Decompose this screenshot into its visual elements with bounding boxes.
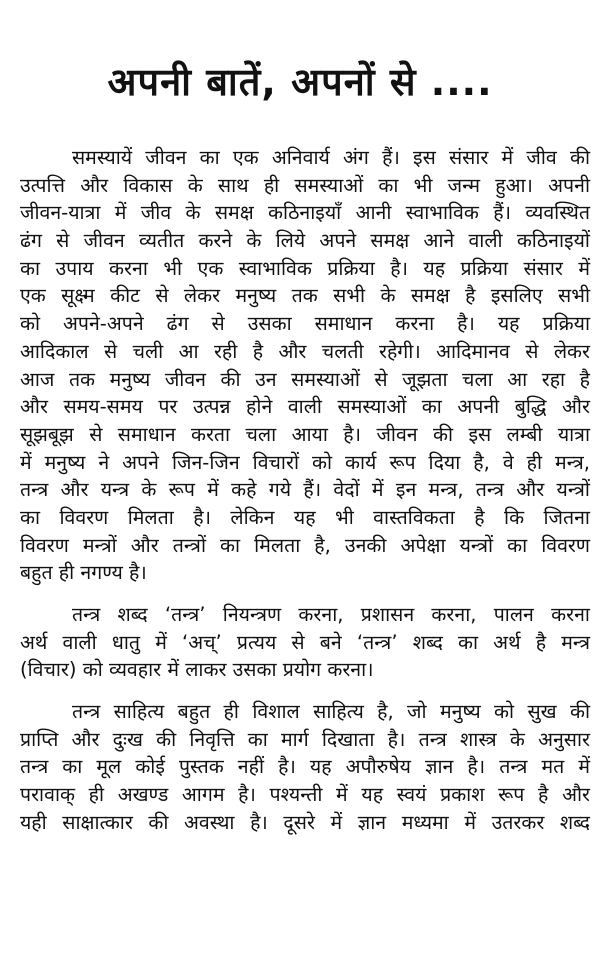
- paragraph: [20, 601, 590, 684]
- text-line: को अपने-अपने ढंग से उसका समाधान करना है। यह प्रक्रिया: [20, 312, 590, 336]
- text-line: ढंग से जीवन व्यतीत करने के लिये अपने समक्ष आने वाली कठिनाइयों: [20, 229, 590, 253]
- text-line: सूझबूझ से समाधान करता चला आया है। जीवन की इस लम्बी यात्रा: [20, 422, 590, 446]
- text-line: तन्त्र साहित्य बहुत ही विशाल साहित्य है, जो मनुष्य को सुख की: [72, 700, 590, 724]
- text-line: आदिकाल से चली आ रही है और चलती रहेगी। आदिमानव से लेकर: [20, 339, 590, 363]
- text-line: का विवरण मिलता है। लेकिन यह भी वास्तविकता है कि जितना: [20, 505, 590, 529]
- text-line: परावाक् ही अखण्ड आगम है। पश्यन्ती में यह स्वयं प्रकाश रूप है और: [20, 783, 590, 807]
- text-line: समस्यायें जीवन का एक अनिवार्य अंग हैं। इस संसार में जीव की: [72, 146, 590, 169]
- text-line: विवरण मन्त्रों और तन्त्रों का मिलता है, उनकी अपेक्षा यन्त्रों का विवरण: [20, 533, 590, 557]
- text-line: अर्थ वाली धातु में ‘अच्’ प्रत्यय से बने ‘तन्त्र’ शब्द का अर्थ है मन्त्र: [20, 630, 590, 654]
- text-line: बहुत ही नगण्य है।: [20, 561, 147, 585]
- text-line: तन्त्र का मूल कोई पुस्तक नहीं है। यह अपौरुषेय ज्ञान है। तन्त्र मत में: [20, 755, 590, 779]
- text-line: प्राप्ति और दुःख की निवृत्ति का मार्ग दिखाता है। तन्त्र शास्त्र के अनुसार: [20, 727, 590, 751]
- document-body: [20, 144, 590, 851]
- text-line: यही साक्षात्कार की अवस्था है। दूसरे में ज्ञान मध्यमा में उतरकर शब्द: [20, 810, 590, 834]
- paragraph: [20, 144, 590, 587]
- page-title: अपनी बातें, अपनों से ....: [107, 60, 493, 105]
- text-line: (विचार) को व्यवहार में लाकर उसका प्रयोग करना।: [20, 658, 374, 682]
- text-line: का उपाय करना भी एक स्वाभाविक प्रक्रिया है। यह प्रक्रिया संसार में: [20, 256, 590, 280]
- paragraph: [20, 698, 590, 836]
- text-line: आज तक मनुष्य जीवन की उन समस्याओं से जूझता चला आ रहा है: [20, 367, 590, 391]
- text-line: तन्त्र शब्द ‘तन्त्र’ नियन्त्रण करना, प्रशासन करना, पालन करना: [72, 603, 590, 626]
- text-line: तन्त्र और यन्त्र के रूप में कहे गये हैं। वेदों में इन मन्त्र, तन्त्र और यन्त्रों: [20, 478, 590, 502]
- text-line: में मनुष्य ने अपने जिन-जिन विचारों को कार्य रूप दिया है, वे ही मन्त्र,: [20, 450, 590, 474]
- text-line: एक सूक्ष्म कीट से लेकर मनुष्य तक सभी के समक्ष है इसलिए सभी: [20, 284, 590, 308]
- text-line: उत्पत्ति और विकास के साथ ही समस्याओं का भी जन्म हुआ। अपनी: [20, 173, 590, 197]
- text-line: जीवन-यात्रा में जीव के समक्ष कठिनाइयाँ आनी स्वाभाविक हैं। व्यवस्थित: [20, 201, 590, 225]
- text-line: और समय-समय पर उत्पन्न होने वाली समस्याओं का अपनी बुद्धि और: [20, 395, 590, 419]
